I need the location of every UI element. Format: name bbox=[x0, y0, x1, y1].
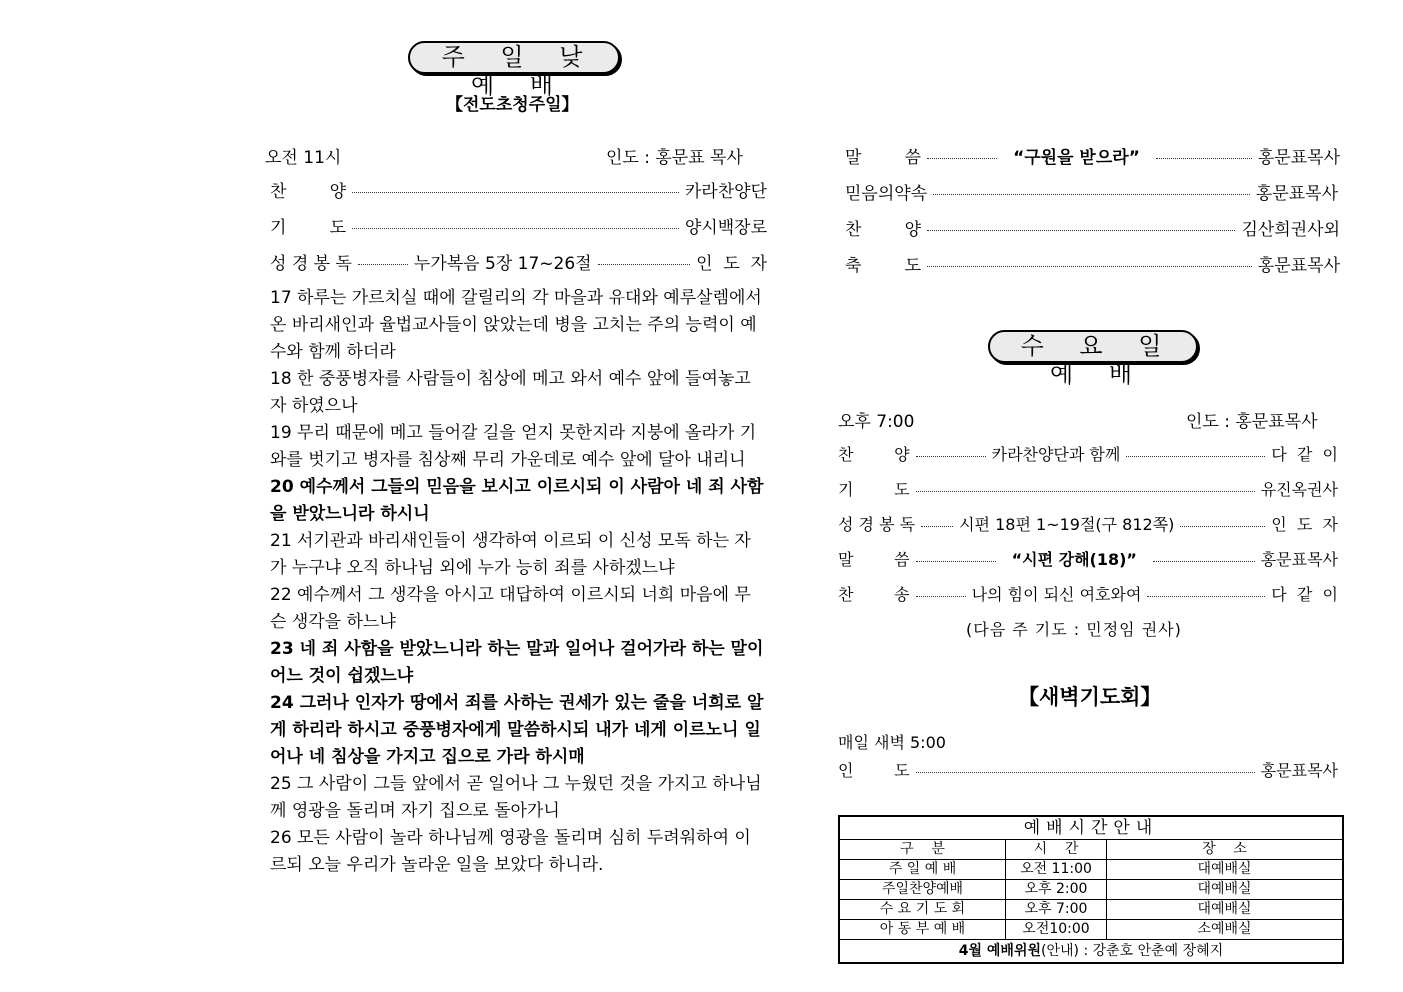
order-value: 홍문표목사 bbox=[1260, 760, 1338, 780]
table-cell: 대예배실 bbox=[1197, 881, 1252, 897]
table-cell: 아 동 부 예 배 bbox=[840, 920, 1006, 939]
sunday-time: 오전 11시 bbox=[265, 148, 342, 168]
leader-dots bbox=[916, 455, 986, 457]
order-item bbox=[838, 476, 1338, 500]
order-value: 홍문표목사 bbox=[1255, 183, 1338, 204]
leader-dots bbox=[1156, 157, 1252, 159]
order-item bbox=[845, 251, 1340, 275]
leader-dots bbox=[927, 265, 1252, 267]
order-value: 양시백장로 bbox=[684, 217, 767, 238]
dawn-prayer-time: 매일 새벽 5:00 bbox=[838, 733, 946, 752]
leader-dots bbox=[927, 229, 1235, 231]
scripture-reference: 누가복음 5장 17~26절 bbox=[413, 253, 592, 274]
table-row bbox=[840, 880, 1342, 900]
order-item bbox=[838, 511, 1338, 535]
service-schedule-table bbox=[838, 815, 1344, 964]
order-item bbox=[270, 249, 767, 273]
schedule-title: 예배시간안내 bbox=[840, 817, 1342, 840]
verse: 22 예수께서 그 생각을 아시고 대답하여 이르시되 너희 마음에 무슨 생각을 하느냐 bbox=[270, 585, 751, 632]
order-label: 찬 양 bbox=[270, 181, 347, 202]
leader-dots bbox=[1126, 455, 1265, 457]
verse: 24 그러나 인자가 땅에서 죄를 사하는 권세가 있는 줄을 너희로 알게 하리라 하시고 중풍병자에게 말씀하시되 내가 네게 이르노니 일어나 네 침상을 가지고 집으로 가라 하시매 bbox=[270, 693, 764, 767]
order-item bbox=[845, 179, 1338, 203]
verse: 17 하루는 가르치실 때에 갈릴리의 각 마을과 유대와 예루살렘에서 온 바리새인과 율법교사들이 앉았는데 병을 고치는 주의 능력이 예수와 함께 하더라 bbox=[270, 288, 762, 362]
order-value: 김산희권사외 bbox=[1241, 219, 1340, 240]
order-value: 카라찬양단 bbox=[684, 181, 767, 202]
table-cell: 오후 2:00 bbox=[1006, 880, 1107, 899]
order-item bbox=[838, 757, 1338, 781]
table-cell: 수 요 기 도 회 bbox=[840, 900, 1006, 919]
sermon-title: “시편 강해(18)” bbox=[1011, 549, 1137, 569]
table-row bbox=[840, 860, 1342, 880]
order-item bbox=[838, 546, 1338, 570]
leader-dots bbox=[1153, 560, 1255, 562]
header-cell: 장 소 bbox=[1202, 841, 1247, 857]
hymn-title: 나의 힘이 되신 여호와여 bbox=[971, 584, 1142, 604]
table-cell: 주일찬양예배 bbox=[840, 880, 1006, 899]
table-header-row bbox=[840, 840, 1342, 860]
table-cell: 오전10:00 bbox=[1006, 920, 1107, 939]
order-label: 믿음의약속 bbox=[845, 183, 928, 204]
verse: 19 무리 때문에 메고 들어갈 길을 얻지 못한지라 지붕에 올라가 기와를 벗기고 병자를 침상째 무리 가운데로 예수 앞에 달아 내리니 bbox=[270, 423, 757, 470]
leader-dots bbox=[358, 263, 408, 265]
order-label: 인 도 bbox=[838, 760, 910, 780]
table-cell: 주 일 예 배 bbox=[840, 860, 1006, 879]
verse: 21 서기관과 바리새인들이 생각하여 이르되 이 신성 모독 하는 자가 누구냐 오직 하나님 외에 누가 능히 죄를 사하겠느냐 bbox=[270, 531, 751, 578]
order-label: 찬 송 bbox=[838, 584, 910, 604]
order-label: 기 도 bbox=[838, 479, 910, 499]
order-item bbox=[845, 143, 1340, 167]
sermon-title: “구원을 받으라” bbox=[1013, 147, 1140, 168]
verse: 23 네 죄 사함을 받았느니라 하는 말과 일어나 걸어가라 하는 말이 어느 것이 쉽겠느냐 bbox=[270, 639, 764, 686]
table-cell: 오후 7:00 bbox=[1006, 900, 1107, 919]
volunteers-names: (안내) : 강춘호 안춘예 장혜지 bbox=[1041, 943, 1224, 959]
wednesday-leader: 인도 : 홍문표목사 bbox=[1186, 412, 1318, 432]
leader-dots bbox=[921, 525, 953, 527]
order-label: 말 씀 bbox=[845, 147, 922, 168]
order-detail: 카라찬양단과 함께 bbox=[991, 444, 1121, 464]
order-label: 말 씀 bbox=[838, 549, 910, 569]
wednesday-time: 오후 7:00 bbox=[838, 412, 915, 432]
order-value: 홍문표목사 bbox=[1260, 549, 1338, 569]
order-value: 유진옥권사 bbox=[1260, 479, 1338, 499]
verse: 18 한 중풍병자를 사람들이 침상에 메고 와서 예수 앞에 들여놓고자 하였으나 bbox=[270, 369, 751, 416]
verse: 26 모든 사람이 놀라 하나님께 영광을 돌리며 심히 두려워하여 이르되 오늘 우리가 놀라운 일을 보았다 하니라. bbox=[270, 828, 751, 875]
leader-dots bbox=[916, 490, 1255, 492]
volunteers-label: 4월 예배위원 bbox=[958, 943, 1042, 959]
leader-dots bbox=[1147, 595, 1265, 597]
scripture-reference: 시편 18편 1~19절(구 812쪽) bbox=[959, 514, 1175, 534]
order-value: 인 도 자 bbox=[1271, 514, 1338, 534]
verse: 25 그 사람이 그들 앞에서 곧 일어나 그 누웠던 것을 가지고 하나님께 영광을 돌리며 자기 집으로 돌아가니 bbox=[270, 774, 762, 821]
leader-dots bbox=[1180, 525, 1265, 527]
sunday-subtitle: 【전도초청주일】 bbox=[446, 95, 579, 115]
table-row bbox=[840, 900, 1342, 920]
order-label: 찬 양 bbox=[838, 444, 910, 464]
leader-dots bbox=[352, 191, 679, 193]
order-item bbox=[838, 441, 1338, 465]
wednesday-service-title: 수 요 일 예 배 bbox=[988, 330, 1198, 363]
sunday-leader: 인도 : 홍문표 목사 bbox=[606, 148, 743, 168]
header-cell: 시 간 bbox=[1006, 840, 1107, 859]
scripture-text bbox=[270, 285, 765, 879]
leader-dots bbox=[916, 771, 1255, 773]
order-item bbox=[270, 177, 767, 201]
table-row bbox=[840, 920, 1342, 940]
next-week-prayer: (다음 주 기도 : 민정임 권사) bbox=[966, 620, 1182, 639]
order-value: 다 같 이 bbox=[1271, 584, 1338, 604]
sunday-service-title: 주 일 낮 예 배 bbox=[408, 41, 620, 74]
leader-dots bbox=[916, 560, 996, 562]
table-cell: 대예배실 bbox=[1197, 901, 1252, 917]
order-item bbox=[838, 581, 1338, 605]
leader-dots bbox=[927, 157, 997, 159]
order-label: 찬 양 bbox=[845, 219, 922, 240]
header-cell: 구 분 bbox=[840, 840, 1006, 859]
order-value: 홍문표목사 bbox=[1257, 147, 1340, 168]
order-item bbox=[845, 215, 1340, 239]
order-item bbox=[270, 213, 767, 237]
dawn-prayer-title: 【새벽기도회】 bbox=[1018, 685, 1162, 709]
table-cell: 대예배실 bbox=[1197, 861, 1252, 877]
leader-dots bbox=[916, 595, 966, 597]
order-value: 다 같 이 bbox=[1271, 444, 1338, 464]
leader-dots bbox=[352, 227, 679, 229]
table-cell: 소예배실 bbox=[1197, 921, 1252, 937]
service-volunteers bbox=[840, 940, 1342, 962]
order-label: 성 경 봉 독 bbox=[838, 514, 916, 534]
order-label: 성 경 봉 독 bbox=[270, 253, 352, 274]
order-value: 홍문표목사 bbox=[1257, 255, 1340, 276]
order-label: 축 도 bbox=[845, 255, 922, 276]
order-label: 기 도 bbox=[270, 217, 347, 238]
verse: 20 예수께서 그들의 믿음을 보시고 이르시되 이 사람아 네 죄 사함을 받았느니라 하시니 bbox=[270, 477, 764, 524]
leader-dots bbox=[598, 263, 691, 265]
leader-dots bbox=[933, 193, 1250, 195]
order-value: 인 도 자 bbox=[696, 253, 767, 274]
table-cell: 오전 11:00 bbox=[1006, 860, 1107, 879]
